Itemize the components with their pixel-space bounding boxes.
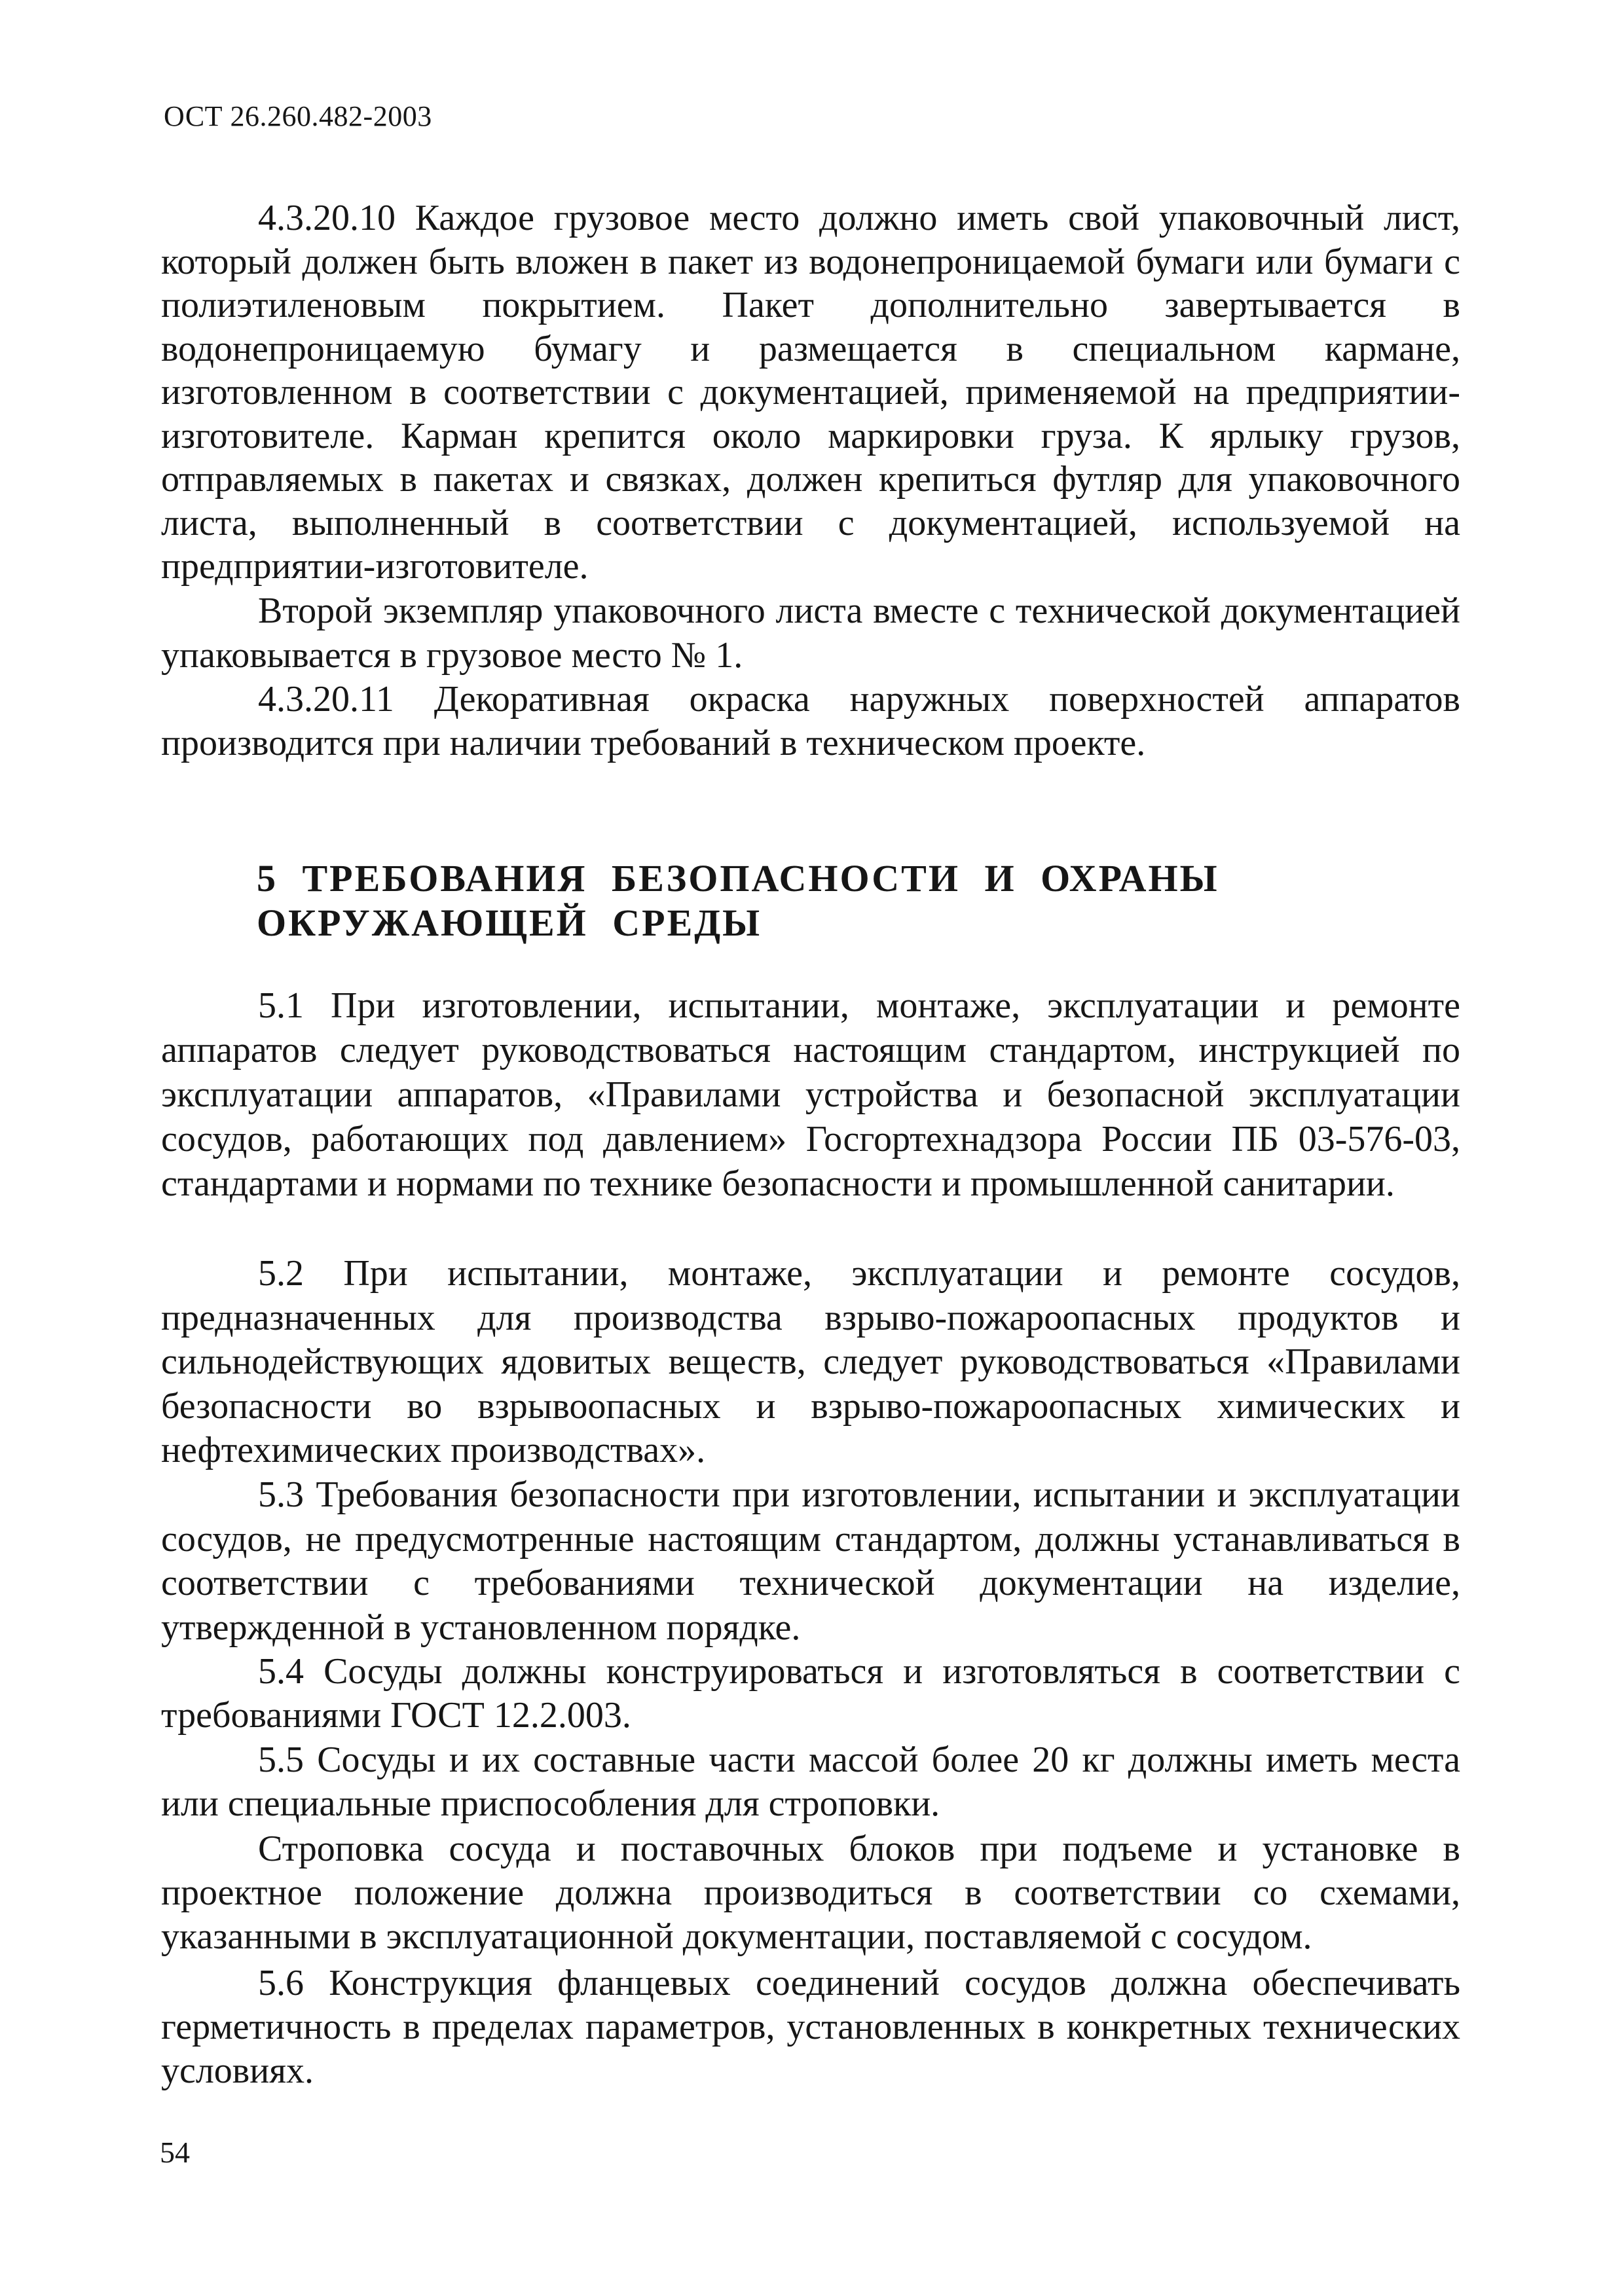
paragraph-4-3-20-11: 4.3.20.11 Декоративная окраска наружных поверхностей аппаратов производится при наличии требований в техническом проекте. [161, 679, 1460, 763]
paragraph-5-4: 5.4 Сосуды должны конструироваться и изготовляться в соответствии с требованиями ГОСТ 12.2.003. [161, 1651, 1460, 1736]
paragraph-5-6: 5.6 Конструкция фланцевых соединений сосудов должна обеспечивать герметичность в пределах параметров, установленных в конкретных технических условиях. [161, 1963, 1460, 2091]
paragraph-second-copy: Второй экземпляр упаковочного листа вместе с технической документацией упаковывается в грузовое место № 1. [161, 591, 1460, 676]
section-5-heading: 5 ТРЕБОВАНИЯ БЕЗОПАСНОСТИ И ОХРАНЫ ОКРУЖАЮЩЕЙ СРЕДЫ [257, 857, 1219, 944]
paragraph-5-5: 5.5 Сосуды и их составные части массой более 20 кг должны иметь места или специальные приспособления для строповки. [161, 1740, 1460, 1824]
document-code-header: ОСТ 26.260.482-2003 [164, 100, 432, 132]
paragraph-4-3-20-10: 4.3.20.10 Каждое грузовое место должно иметь свой упаковочный лист, который должен быть вложен в пакет из водонепроницаемой бумаги или бумаги с полиэтиленовым покрытием. Пакет дополнительно завертывается в водонепроницаемую бумагу и размещается в специальном кармане, изготовленном в соответствии с документацией, применяемой на предприятии-изготовителе. Карман крепится около маркировки груза. К ярлыку грузов, отправляемых в пакетах и связках, должен крепиться футляр для упаковочного листа, выполненный в соответствии с документацией, используемой на предприятии-изготовителе. [161, 198, 1460, 587]
paragraph-5-3: 5.3 Требования безопасности при изготовлении, испытании и эксплуатации сосудов, не предусмотренные настоящим стандартом, должны устанавливаться в соответствии с требованиями технической документации на изделие, утвержденной в установленном порядке. [161, 1474, 1460, 1648]
paragraph-5-2: 5.2 При испытании, монтаже, эксплуатации и ремонте сосудов, предназначенных для производства взрыво-пожароопасных продуктов и сильнодействующих ядовитых веществ, следует руководствоваться «Правилами безопасности во взрывоопасных и взрыво-пожароопасных химических и нефтехимических производствах». [161, 1253, 1460, 1470]
paragraph-5-1: 5.1 При изготовлении, испытании, монтаже, эксплуатации и ремонте аппаратов следует руководствоваться настоящим стандартом, инструкцией по эксплуатации аппаратов, «Правилами устройства и безопасной эксплуатации сосудов, работающих под давлением» Госгортехнадзора России ПБ 03-576-03, стандартами и нормами по технике безопасности и промышленной санитарии. [161, 985, 1460, 1204]
page-number: 54 [160, 2136, 190, 2169]
paragraph-slinging: Строповка сосуда и поставочных блоков при подъеме и установке в проектное положение должна производиться в соответствии со схемами, указанными в эксплуатационной документации, поставляемой с сосудом. [161, 1829, 1460, 1957]
